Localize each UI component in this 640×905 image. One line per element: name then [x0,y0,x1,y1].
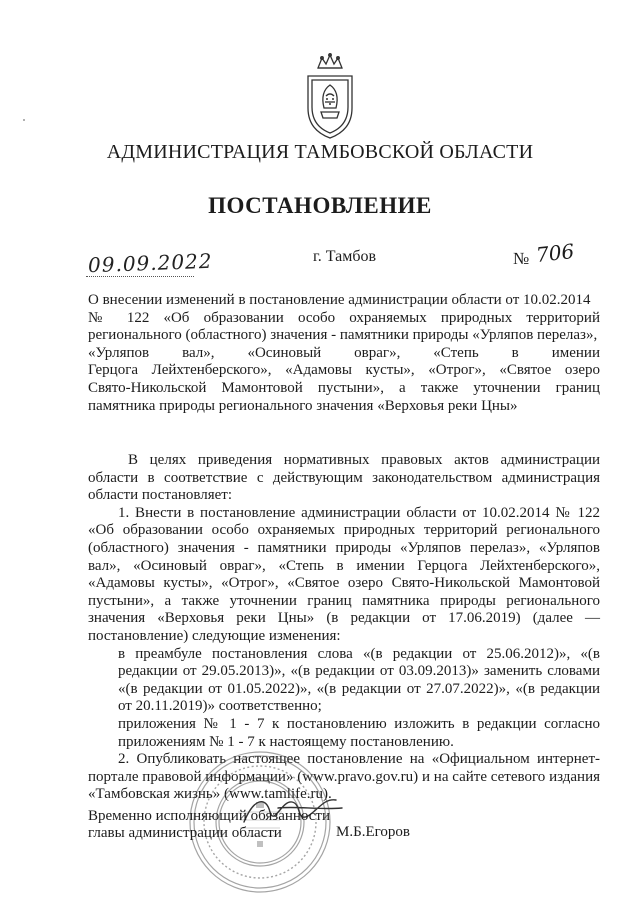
signatory-position-line: главы администрации области [88,825,282,841]
preamble-paragraph: В целях приведения нормативных правовых актов администрации области в соответствие с действующим законодательством администрация области постановляет: [88,452,600,504]
document-city: г. Тамбов [313,248,377,265]
item-1-paragraph: 1. Внести в постановление администрации области от 10.02.2014 № 122 «Об образовании особо охраняемых природных территорий регионального (областного) значения - памятники природы «Урляпов перелаз», «Урляпов вал», «Осиновый овраг», «Степь в имении Герцога Лейхтенберского», «Адамовы кусты», «Отрог», «Святое озеро Свято-Никольской Мамонтовой пустыни», а также уточнении границ памятника природы регионального значения «Верховья реки Цны» (в редакции от 17.06.2019) (далее — постановление) следующие изменения: [88,504,600,644]
document-type-title: ПОСТАНОВЛЕНИЕ [208,193,432,218]
scan-speck [22,118,26,122]
heading-line: О внесении изменений в постановление администрации области от 10.02.2014 [88,292,591,308]
heading-line: Герцога Лейхтенберского», «Адамовы кусты», «Отрог», «Святое озеро [88,362,600,379]
item-1-subparagraph-preamble: в преамбуле постановления слова «(в редакции от 25.06.2012)», «(в редакции от 29.05.2013)», «(в редакции от 03.09.2013)» заменить словами «(в редакции от 01.05.2022)», «(в редакции от 27.07.2022)», «(в редакции от 20.11.2019)» соответственно; [118,645,600,715]
document-number-label: № [513,249,530,268]
item-2-paragraph: 2. Опубликовать настоящее постановление на «Официальном интернет-портале правовой информации» (www.pravo.gov.ru) и на сайте сетевого издания «Тамбовская жизнь» (www.tamlife.ru). [88,751,600,803]
organization-title: АДМИНИСТРАЦИЯ ТАМБОВСКОЙ ОБЛАСТИ [106,141,534,163]
heading-line: № 122 «Об образовании особо охраняемых природных территорий [88,309,600,326]
signatory-position-line: Временно исполняющий обязанности [88,808,331,824]
signatory-position [88,808,330,842]
coat-of-arms-icon [305,52,355,140]
heading-line: «Урляпов вал», «Осиновый овраг», «Степь в имении [88,344,600,361]
resolution-heading [88,292,600,415]
resolution-body [88,452,600,804]
heading-line: Свято-Никольской Мамонтовой пустыни», а также уточнении границ [88,379,600,396]
date-underline [86,276,194,277]
item-1-subparagraph-appendices: приложения № 1 - 7 к постановлению изложить в редакции согласно приложениям № 1 - 7 к настоящему постановлению. [118,715,600,750]
document-number: 706 [534,239,576,267]
heading-line: памятника природы регионального значения «Верховья реки Цны» [88,397,518,414]
signatory-name: М.Б.Егоров [336,824,410,840]
heading-line: регионального (областного) значения - памятники природы «Урляпов перелаз», [88,327,598,344]
document-date: 09.09.2022 [87,248,213,278]
